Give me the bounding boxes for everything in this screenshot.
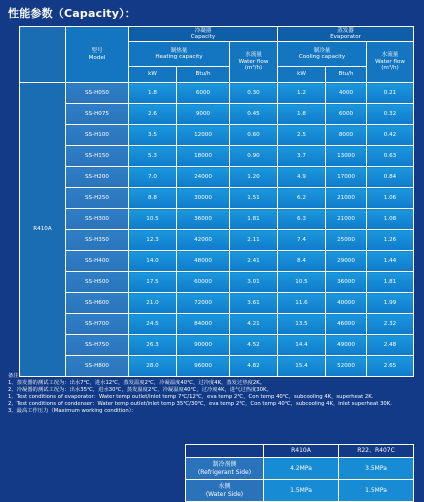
- value-cell-h-flow: 0.90: [230, 146, 278, 167]
- value-cell-h-flow: 4.52: [230, 335, 278, 356]
- value-cell-h-btu: 24000: [177, 167, 230, 188]
- value-cell-c-btu: 49000: [326, 335, 367, 356]
- refrigerant-side-en: (Refrigerant Side): [197, 468, 252, 476]
- value-cell-h-kw: 28.0: [129, 356, 177, 377]
- evaporator-water-flow-header: [367, 42, 414, 83]
- model-cell: SS-H350: [66, 230, 129, 251]
- model-cell: SS-H800: [66, 356, 129, 377]
- value-cell-h-kw: 21.0: [129, 293, 177, 314]
- value-cell-c-flow: 0.32: [367, 104, 414, 125]
- value-cell-h-kw: 8.8: [129, 188, 177, 209]
- cooling-header-en: Cooling capacity: [298, 54, 346, 60]
- value-cell-h-btu: 60000: [177, 272, 230, 293]
- value-cell-h-flow: 2.41: [230, 251, 278, 272]
- value-cell-c-kw: 8.4: [278, 251, 326, 272]
- value-cell-h-kw: 3.5: [129, 125, 177, 146]
- condenser-water-flow-header: [230, 42, 278, 83]
- page-title: 性能参数（Capacity）：: [8, 7, 137, 20]
- heating-header-en: Heating capacity: [155, 54, 203, 60]
- value-cell-c-btu: 36000: [326, 272, 367, 293]
- value-cell-h-btu: 6000: [177, 83, 230, 104]
- model-header-en: Model: [88, 54, 106, 61]
- model-cell: SS-H750: [66, 335, 129, 356]
- value-cell-h-flow: 3.01: [230, 272, 278, 293]
- evaporator-header: [278, 27, 414, 42]
- notes-section: [8, 373, 420, 416]
- value-cell-h-btu: 18000: [177, 146, 230, 167]
- value-cell-c-btu: 13000: [326, 146, 367, 167]
- value-cell-c-flow: 1.08: [367, 209, 414, 230]
- model-cell: SS-H600: [66, 293, 129, 314]
- value-cell-c-flow: 2.48: [367, 335, 414, 356]
- refrigerant-side-r22: 3.5MPa: [339, 458, 414, 480]
- water-side-en: (Water Side): [205, 490, 244, 498]
- model-header: [66, 27, 129, 83]
- waterflow-header-en: Water flow: [238, 58, 269, 65]
- pressure-header-r22: R22、R407C: [339, 445, 414, 458]
- value-cell-c-btu: 52000: [326, 356, 367, 377]
- value-cell-h-flow: 1.20: [230, 167, 278, 188]
- condenser-header-zh: 冷凝器: [194, 27, 212, 34]
- condenser-header-en: Capacity: [190, 34, 216, 40]
- table-row: [20, 293, 414, 314]
- value-cell-c-kw: 14.4: [278, 335, 326, 356]
- value-cell-c-flow: 2.65: [367, 356, 414, 377]
- value-cell-c-kw: 4.9: [278, 167, 326, 188]
- value-cell-c-flow: 1.81: [367, 272, 414, 293]
- model-cell: SS-H500: [66, 272, 129, 293]
- value-cell-h-btu: 9000: [177, 104, 230, 125]
- value-cell-h-kw: 24.5: [129, 314, 177, 335]
- cooling-capacity-header: [278, 42, 367, 67]
- notes-heading: 备注：: [8, 373, 24, 379]
- value-cell-c-btu: 21000: [326, 188, 367, 209]
- cooling-btuh-header: Btu/h: [326, 67, 367, 83]
- heating-btuh-header: Btu/h: [177, 67, 230, 83]
- water-side-r22: 1.5MPa: [339, 480, 414, 502]
- value-cell-c-kw: 13.5: [278, 314, 326, 335]
- value-cell-c-btu: 21000: [326, 209, 367, 230]
- evaporator-header-en: Evaporator: [330, 34, 361, 40]
- value-cell-h-kw: 2.6: [129, 104, 177, 125]
- value-cell-h-flow: 0.60: [230, 125, 278, 146]
- water-side-zh: 水侧: [218, 483, 231, 491]
- value-cell-c-kw: 11.6: [278, 293, 326, 314]
- waterflow-header-zh: 水流量: [245, 52, 262, 59]
- note-line: 2、冷凝器的测试工况为：出水35℃，进水30℃，蒸发温度2℃，冷凝温度40℃，过冷度4K，进气过热度30K。: [8, 387, 272, 394]
- model-cell: SS-H700: [66, 314, 129, 335]
- refrigerant-side-label: [186, 458, 264, 480]
- note-line: 1、蒸发器的测试工况为：出水7℃，进水12℃，蒸发温度2℃，冷凝温度40℃，过冷度4K，蒸发过热度2K。: [8, 380, 266, 387]
- heating-kw-header: kW: [129, 67, 177, 83]
- value-cell-c-btu: 8000: [326, 125, 367, 146]
- value-cell-h-kw: 10.5: [129, 209, 177, 230]
- model-cell: SS-H075: [66, 104, 129, 125]
- model-cell: SS-H300: [66, 209, 129, 230]
- heating-capacity-header: [129, 42, 230, 67]
- value-cell-c-btu: 29000: [326, 251, 367, 272]
- refrigerant-side-zh: 制冷剂侧: [212, 461, 237, 469]
- note-line: 3、最高工作压力（Maximum working condition）：: [8, 408, 137, 415]
- value-cell-c-btu: 6000: [326, 104, 367, 125]
- value-cell-h-flow: 1.51: [230, 188, 278, 209]
- refrigerant-cell: R410A: [20, 83, 66, 377]
- pressure-header-r410a: R410A: [264, 445, 339, 458]
- capacity-table: [19, 26, 414, 377]
- value-cell-c-flow: 1.99: [367, 293, 414, 314]
- value-cell-h-btu: 42000: [177, 230, 230, 251]
- value-cell-c-btu: 4000: [326, 83, 367, 104]
- waterflow-header-zh: 水流量: [381, 52, 399, 59]
- value-cell-h-btu: 36000: [177, 209, 230, 230]
- blank-header-cell: [20, 27, 66, 83]
- value-cell-h-flow: 4.82: [230, 356, 278, 377]
- value-cell-h-kw: 12.3: [129, 230, 177, 251]
- waterflow-header-en: Water flow: [375, 58, 405, 65]
- value-cell-h-flow: 0.30: [230, 83, 278, 104]
- cooling-kw-header: kW: [278, 67, 326, 83]
- pressure-blank-cell: [186, 445, 264, 458]
- value-cell-h-flow: 3.61: [230, 293, 278, 314]
- value-cell-h-btu: 30000: [177, 188, 230, 209]
- table-row: [20, 209, 414, 230]
- table-row: [20, 251, 414, 272]
- model-cell: SS-H050: [66, 83, 129, 104]
- value-cell-h-kw: 26.3: [129, 335, 177, 356]
- value-cell-c-flow: 2.32: [367, 314, 414, 335]
- value-cell-c-btu: 25000: [326, 230, 367, 251]
- value-cell-c-kw: 7.4: [278, 230, 326, 251]
- value-cell-c-kw: 2.5: [278, 125, 326, 146]
- model-cell: SS-H250: [66, 188, 129, 209]
- condenser-header: [129, 27, 278, 42]
- working-pressure-table: [185, 444, 414, 502]
- value-cell-c-kw: 6.2: [278, 188, 326, 209]
- value-cell-h-flow: 0.45: [230, 104, 278, 125]
- value-cell-h-kw: 5.3: [129, 146, 177, 167]
- evaporator-header-zh: 蒸发器: [337, 27, 354, 34]
- value-cell-c-flow: 1.44: [367, 251, 414, 272]
- model-header-zh: 型号: [91, 48, 103, 55]
- value-cell-c-kw: 3.7: [278, 146, 326, 167]
- table-row: [20, 188, 414, 209]
- value-cell-h-btu: 12000: [177, 125, 230, 146]
- waterflow-header-unit: (m³/h): [244, 65, 263, 72]
- value-cell-c-btu: 40000: [326, 293, 367, 314]
- value-cell-h-btu: 96000: [177, 356, 230, 377]
- value-cell-h-kw: 14.0: [129, 251, 177, 272]
- table-row: [20, 314, 414, 335]
- value-cell-c-flow: 1.26: [367, 230, 414, 251]
- value-cell-h-btu: 48000: [177, 251, 230, 272]
- value-cell-c-kw: 1.8: [278, 104, 326, 125]
- value-cell-h-kw: 1.8: [129, 83, 177, 104]
- table-row: [20, 146, 414, 167]
- cooling-header-zh: 制冷量: [313, 47, 331, 54]
- value-cell-c-flow: 0.84: [367, 167, 414, 188]
- model-cell: SS-H200: [66, 167, 129, 188]
- value-cell-h-btu: 72000: [177, 293, 230, 314]
- note-line: 1、Test conditions of evaporator：Water temp outlet/inlet temp 7℃/12℃，eva temp 2℃，Con temp 40℃，subcooling 4K，superheat 2K.: [8, 394, 374, 401]
- table-row: [20, 230, 414, 251]
- value-cell-c-btu: 17000: [326, 167, 367, 188]
- value-cell-h-kw: 7.0: [129, 167, 177, 188]
- value-cell-h-kw: 17.5: [129, 272, 177, 293]
- value-cell-c-flow: 0.21: [367, 83, 414, 104]
- value-cell-c-flow: 1.06: [367, 188, 414, 209]
- value-cell-h-flow: 1.81: [230, 209, 278, 230]
- note-line: 2、Test conditions of condenser：Water temp outlet/inlet temp 35℃/30℃，eva temp 2℃，Con temp 40℃，subcooling 4K，inlet superheat 30K.: [8, 401, 392, 408]
- value-cell-c-flow: 0.42: [367, 125, 414, 146]
- model-cell: SS-H150: [66, 146, 129, 167]
- table-row: [20, 125, 414, 146]
- table-row: [20, 167, 414, 188]
- model-cell: SS-H400: [66, 251, 129, 272]
- table-row: [20, 335, 414, 356]
- value-cell-h-flow: 2.11: [230, 230, 278, 251]
- value-cell-c-kw: 1.2: [278, 83, 326, 104]
- value-cell-c-kw: 15.4: [278, 356, 326, 377]
- value-cell-h-btu: 84000: [177, 314, 230, 335]
- value-cell-h-btu: 90000: [177, 335, 230, 356]
- value-cell-c-kw: 6.3: [278, 209, 326, 230]
- water-side-label: [186, 480, 264, 502]
- value-cell-h-flow: 4.21: [230, 314, 278, 335]
- value-cell-c-kw: 10.5: [278, 272, 326, 293]
- table-row: [20, 272, 414, 293]
- model-cell: SS-H100: [66, 125, 129, 146]
- value-cell-c-btu: 46000: [326, 314, 367, 335]
- value-cell-c-flow: 0.63: [367, 146, 414, 167]
- table-row: [20, 83, 414, 104]
- table-row: [20, 104, 414, 125]
- refrigerant-side-r410a: 4.2MPa: [264, 458, 339, 480]
- water-side-r410a: 1.5MPa: [264, 480, 339, 502]
- waterflow-header-unit: (m³/h): [381, 65, 399, 72]
- heating-header-zh: 制热量: [170, 47, 188, 54]
